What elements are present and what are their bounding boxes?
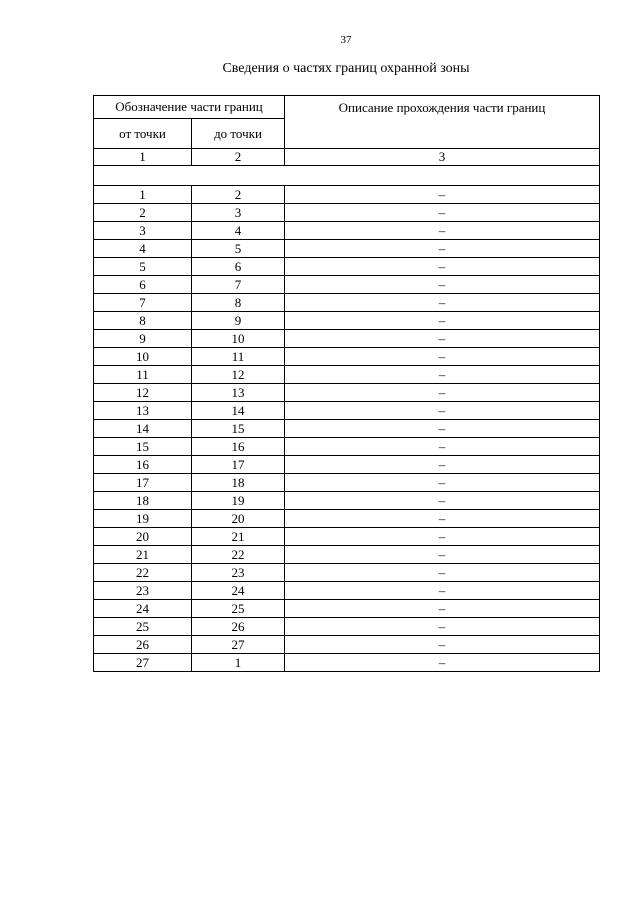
cell-desc: – [285, 276, 600, 294]
cell-to: 4 [192, 222, 285, 240]
table-row [94, 636, 600, 654]
table-row [94, 564, 600, 582]
column-number: 2 [192, 149, 285, 166]
cell-to: 18 [192, 474, 285, 492]
cell-to: 2 [192, 186, 285, 204]
cell-to: 11 [192, 348, 285, 366]
cell-desc: – [285, 330, 600, 348]
cell-desc: – [285, 618, 600, 636]
cell-to: 8 [192, 294, 285, 312]
cell-to: 1 [192, 654, 285, 672]
table-row [94, 618, 600, 636]
cell-desc: – [285, 366, 600, 384]
table-row [94, 402, 600, 420]
cell-desc: – [285, 438, 600, 456]
table-row [94, 600, 600, 618]
header-from-point: от точки [94, 119, 192, 149]
boundary-parts-table [93, 95, 600, 672]
table-row [94, 510, 600, 528]
table-row [94, 474, 600, 492]
cell-desc: – [285, 294, 600, 312]
table-row [94, 366, 600, 384]
table-row [94, 240, 600, 258]
table-row [94, 420, 600, 438]
table-row [94, 438, 600, 456]
cell-from: 21 [94, 546, 192, 564]
table-row [94, 384, 600, 402]
cell-from: 13 [94, 402, 192, 420]
cell-from: 19 [94, 510, 192, 528]
table-row [94, 258, 600, 276]
table-row [94, 546, 600, 564]
table-row [94, 276, 600, 294]
cell-to: 10 [192, 330, 285, 348]
cell-to: 5 [192, 240, 285, 258]
cell-from: 17 [94, 474, 192, 492]
cell-desc: – [285, 546, 600, 564]
cell-to: 20 [192, 510, 285, 528]
page-number: 37 [340, 34, 352, 46]
cell-to: 16 [192, 438, 285, 456]
cell-to: 26 [192, 618, 285, 636]
empty-section-cell [94, 166, 600, 186]
cell-to: 15 [192, 420, 285, 438]
cell-from: 12 [94, 384, 192, 402]
cell-desc: – [285, 492, 600, 510]
cell-to: 9 [192, 312, 285, 330]
cell-from: 15 [94, 438, 192, 456]
document-title: Сведения о частях границ охранной зоны [222, 61, 470, 76]
column-number: 1 [94, 149, 192, 166]
column-number-row [94, 149, 600, 166]
cell-desc: – [285, 474, 600, 492]
cell-desc: – [285, 528, 600, 546]
cell-from: 24 [94, 600, 192, 618]
cell-from: 6 [94, 276, 192, 294]
cell-from: 18 [94, 492, 192, 510]
cell-to: 13 [192, 384, 285, 402]
cell-desc: – [285, 204, 600, 222]
cell-to: 14 [192, 402, 285, 420]
cell-from: 14 [94, 420, 192, 438]
cell-to: 22 [192, 546, 285, 564]
cell-to: 7 [192, 276, 285, 294]
cell-from: 11 [94, 366, 192, 384]
cell-from: 5 [94, 258, 192, 276]
cell-to: 27 [192, 636, 285, 654]
table-row [94, 528, 600, 546]
table-row [94, 654, 600, 672]
table-row [94, 582, 600, 600]
column-number: 3 [285, 149, 600, 166]
cell-desc: – [285, 654, 600, 672]
empty-section-row [94, 166, 600, 186]
cell-from: 9 [94, 330, 192, 348]
header-to-point: до точки [192, 119, 285, 149]
table-row [94, 294, 600, 312]
cell-to: 21 [192, 528, 285, 546]
table-row [94, 186, 600, 204]
cell-to: 12 [192, 366, 285, 384]
cell-desc: – [285, 222, 600, 240]
cell-from: 10 [94, 348, 192, 366]
table-row [94, 492, 600, 510]
cell-desc: – [285, 420, 600, 438]
table-row [94, 204, 600, 222]
cell-desc: – [285, 186, 600, 204]
cell-to: 17 [192, 456, 285, 474]
cell-desc: – [285, 600, 600, 618]
cell-from: 7 [94, 294, 192, 312]
header-row [94, 96, 600, 119]
cell-from: 25 [94, 618, 192, 636]
cell-desc: – [285, 636, 600, 654]
cell-desc: – [285, 348, 600, 366]
cell-from: 22 [94, 564, 192, 582]
cell-desc: – [285, 456, 600, 474]
cell-to: 24 [192, 582, 285, 600]
table-row [94, 348, 600, 366]
table-row [94, 222, 600, 240]
header-boundary-description: Описание прохождения части границ [285, 96, 600, 149]
cell-from: 27 [94, 654, 192, 672]
cell-desc: – [285, 510, 600, 528]
cell-from: 16 [94, 456, 192, 474]
cell-desc: – [285, 564, 600, 582]
cell-desc: – [285, 240, 600, 258]
cell-to: 23 [192, 564, 285, 582]
table-row [94, 456, 600, 474]
cell-from: 3 [94, 222, 192, 240]
cell-from: 23 [94, 582, 192, 600]
cell-desc: – [285, 312, 600, 330]
cell-to: 3 [192, 204, 285, 222]
cell-to: 25 [192, 600, 285, 618]
cell-desc: – [285, 384, 600, 402]
cell-from: 20 [94, 528, 192, 546]
header-boundary-designation: Обозначение части границ [94, 96, 285, 119]
table-row [94, 312, 600, 330]
cell-desc: – [285, 582, 600, 600]
cell-from: 1 [94, 186, 192, 204]
cell-from: 8 [94, 312, 192, 330]
cell-to: 6 [192, 258, 285, 276]
cell-from: 4 [94, 240, 192, 258]
table-row [94, 330, 600, 348]
cell-desc: – [285, 402, 600, 420]
cell-to: 19 [192, 492, 285, 510]
cell-desc: – [285, 258, 600, 276]
cell-from: 26 [94, 636, 192, 654]
cell-from: 2 [94, 204, 192, 222]
